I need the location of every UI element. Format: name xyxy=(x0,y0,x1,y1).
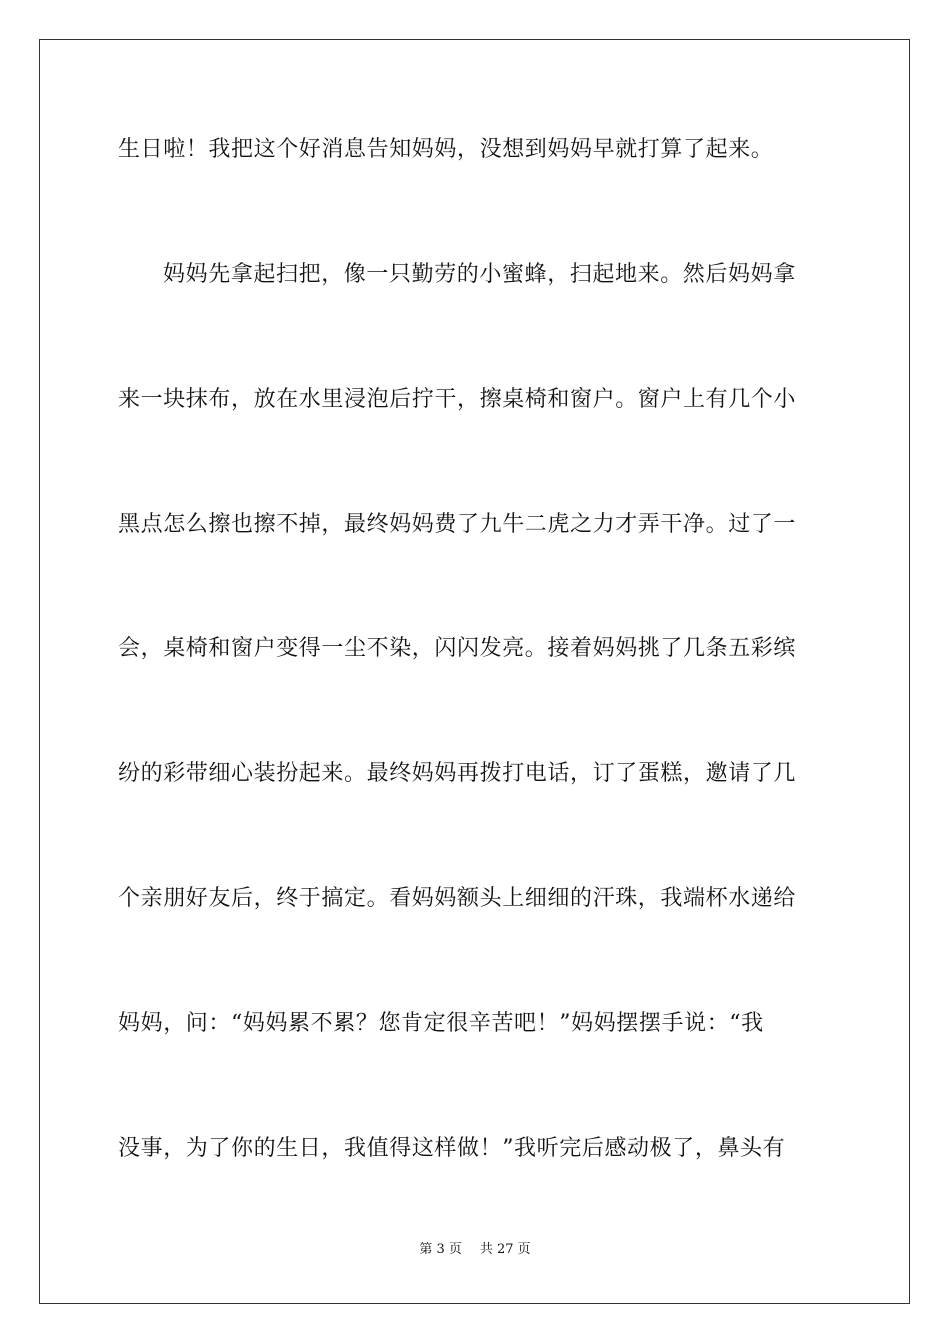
text-line-6: 纷的彩带细心装扮起来。最终妈妈再拨打电话，订了蛋糕，邀请了几 xyxy=(118,761,797,786)
total-pages: 共 27 页 xyxy=(479,1242,531,1257)
text-line-8: 妈妈，问：“妈妈累不累？您肯定很辛苦吧！”妈妈摆摆手说：“我 xyxy=(118,1011,764,1036)
page-border xyxy=(39,39,910,1304)
text-line-2: 妈妈先拿起扫把，像一只勤劳的小蜜蜂，扫起地来。然后妈妈拿 xyxy=(163,262,796,287)
page-footer xyxy=(0,1241,950,1259)
text-line-3: 来一块抹布，放在水里浸泡后拧干，擦桌椅和窗户。窗户上有几个小 xyxy=(118,387,797,412)
text-line-9: 没事，为了你的生日，我值得这样做！”我听完后感动极了，鼻头有 xyxy=(118,1136,786,1161)
text-line-5: 会，桌椅和窗户变得一尘不染，闪闪发亮。接着妈妈挑了几条五彩缤 xyxy=(118,636,797,661)
page-number: 第 3 页 xyxy=(419,1242,462,1257)
text-line-4: 黑点怎么擦也擦不掉，最终妈妈费了九牛二虎之力才弄干净。过了一 xyxy=(118,512,797,537)
text-line-7: 个亲朋好友后，终于搞定。看妈妈额头上细细的汗珠，我端杯水递给 xyxy=(118,886,797,911)
text-line-1: 生日啦！我把这个好消息告知妈妈，没想到妈妈早就打算了起来。 xyxy=(118,137,774,162)
